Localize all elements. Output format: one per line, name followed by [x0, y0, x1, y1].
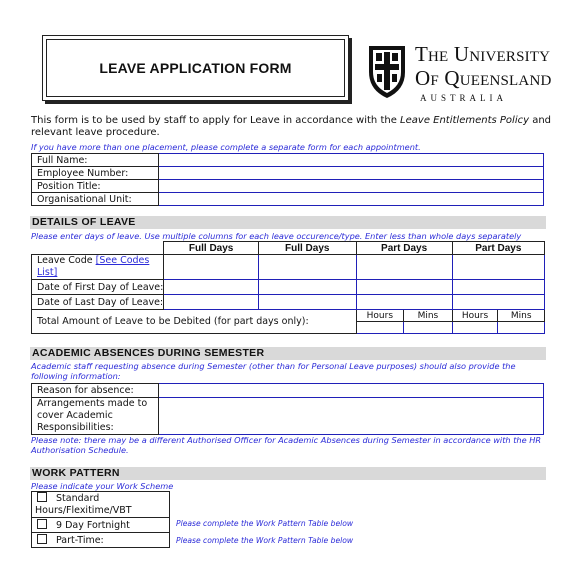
see-codes-link[interactable]: [See Codes	[95, 255, 150, 266]
academic-table	[31, 383, 544, 435]
first-day-label: Date of First Day of Leave:	[32, 280, 164, 295]
first-day-field-2[interactable]	[258, 280, 356, 295]
nine-day-fortnight-checkbox[interactable]	[37, 519, 47, 529]
standard-hours-option[interactable]	[32, 492, 170, 518]
university-name-line1: The University	[415, 42, 551, 66]
arrangements-field[interactable]	[159, 398, 544, 435]
university-name-line2: Of Queensland	[415, 66, 552, 90]
mins-label-2: Mins	[498, 310, 545, 322]
intro-text-b: and	[529, 115, 552, 126]
standard-hours-checkbox[interactable]	[37, 492, 47, 502]
first-day-field-4[interactable]	[452, 280, 544, 295]
form-title: LEAVE APPLICATION FORM	[99, 60, 292, 76]
col-part-days-2: Part Days	[452, 242, 544, 255]
leave-code-field-1[interactable]	[164, 255, 259, 280]
reason-field[interactable]	[159, 384, 544, 398]
arrangements-label-2: cover Academic	[37, 410, 113, 421]
policy-name: Leave Entitlements Policy	[400, 115, 530, 126]
position-title-label: Position Title:	[32, 180, 159, 193]
first-day-field-1[interactable]	[164, 280, 259, 295]
part-time-label: Part-Time:	[56, 535, 104, 546]
fortnight-pattern-note: Please complete the Work Pattern Table below	[176, 519, 354, 528]
leave-code-field-2[interactable]	[258, 255, 356, 280]
arrangements-label-3: Responsibilities:	[37, 422, 114, 433]
empty-header-cell	[32, 242, 164, 255]
total-amount-label: Total Amount of Leave to be Debited (for part days only):	[32, 310, 357, 334]
intro-text-a: This form is to be used by staff to apply for Leave in accordance with the	[31, 115, 401, 126]
mins-field-2[interactable]	[498, 322, 545, 334]
leave-code-text: Leave Code	[37, 255, 96, 266]
nine-day-fortnight-label: 9 Day Fortnight	[56, 520, 130, 531]
leave-code-field-3[interactable]	[356, 255, 452, 280]
work-pattern-table	[31, 491, 170, 548]
organisational-unit-field[interactable]	[159, 193, 544, 206]
position-title-field[interactable]	[159, 180, 544, 193]
authorised-officer-note-2: Authorisation Schedule.	[31, 445, 129, 455]
work-scheme-note: Please indicate your Work Scheme	[31, 481, 174, 491]
col-full-days-2: Full Days	[258, 242, 356, 255]
standard-hours-label-2: Hours/Flexitime/VBT	[35, 505, 132, 516]
organisational-unit-label: Organisational Unit:	[32, 193, 159, 206]
details-heading: DETAILS OF LEAVE	[30, 216, 546, 229]
hours-label-2: Hours	[452, 310, 498, 322]
details-note: Please enter days of leave. Use multiple columns for each leave occurence/type. Enter less than whole days separately	[31, 231, 522, 241]
leave-code-field-4[interactable]	[452, 255, 544, 280]
codes-list-link[interactable]: List]	[37, 267, 58, 278]
hours-field-2[interactable]	[452, 322, 498, 334]
mins-field-1[interactable]	[404, 322, 453, 334]
arrangements-label	[32, 398, 159, 435]
employee-number-field[interactable]	[159, 167, 544, 180]
personal-details-table	[31, 153, 544, 206]
full-name-label: Full Name:	[32, 154, 159, 167]
full-name-field[interactable]	[159, 154, 544, 167]
hours-label-1: Hours	[356, 310, 404, 322]
leave-details-table	[31, 241, 545, 334]
nine-day-fortnight-option[interactable]	[32, 518, 170, 533]
hours-field-1[interactable]	[356, 322, 404, 334]
last-day-field-2[interactable]	[258, 295, 356, 310]
arrangements-label-1: Arrangements made to	[37, 398, 148, 409]
work-pattern-heading: WORK PATTERN	[30, 467, 546, 480]
academic-heading: ACADEMIC ABSENCES DURING SEMESTER	[30, 347, 546, 360]
form-title-box	[42, 35, 349, 101]
intro-text	[31, 115, 551, 126]
last-day-label: Date of Last Day of Leave:	[32, 295, 164, 310]
last-day-field-4[interactable]	[452, 295, 544, 310]
reason-label: Reason for absence:	[32, 384, 159, 398]
last-day-field-3[interactable]	[356, 295, 452, 310]
employee-number-label: Employee Number:	[32, 167, 159, 180]
col-part-days-1: Part Days	[356, 242, 452, 255]
leave-code-label	[32, 255, 164, 280]
part-time-checkbox[interactable]	[37, 534, 47, 544]
col-full-days-1: Full Days	[164, 242, 259, 255]
last-day-field-1[interactable]	[164, 295, 259, 310]
academic-note-1: Academic staff requesting absence during Semester (other than for Personal Leave purposes) should also provide the	[31, 361, 516, 371]
first-day-field-3[interactable]	[356, 280, 452, 295]
mins-label-1: Mins	[404, 310, 453, 322]
parttime-pattern-note: Please complete the Work Pattern Table below	[176, 536, 354, 545]
placement-note: If you have more than one placement, please complete a separate form for each appointment.	[31, 142, 421, 152]
authorised-officer-note-1: Please note: there may be a different Authorised Officer for Academic Absences during Semester in accordance with the HR	[31, 435, 542, 445]
standard-hours-label-1: Standard	[56, 493, 100, 504]
intro-line2: relevant leave procedure.	[31, 127, 160, 138]
academic-note-2: following information:	[31, 371, 121, 381]
university-crest-icon	[365, 42, 409, 100]
university-country: AUSTRALIA	[420, 93, 507, 101]
part-time-option[interactable]	[32, 533, 170, 548]
